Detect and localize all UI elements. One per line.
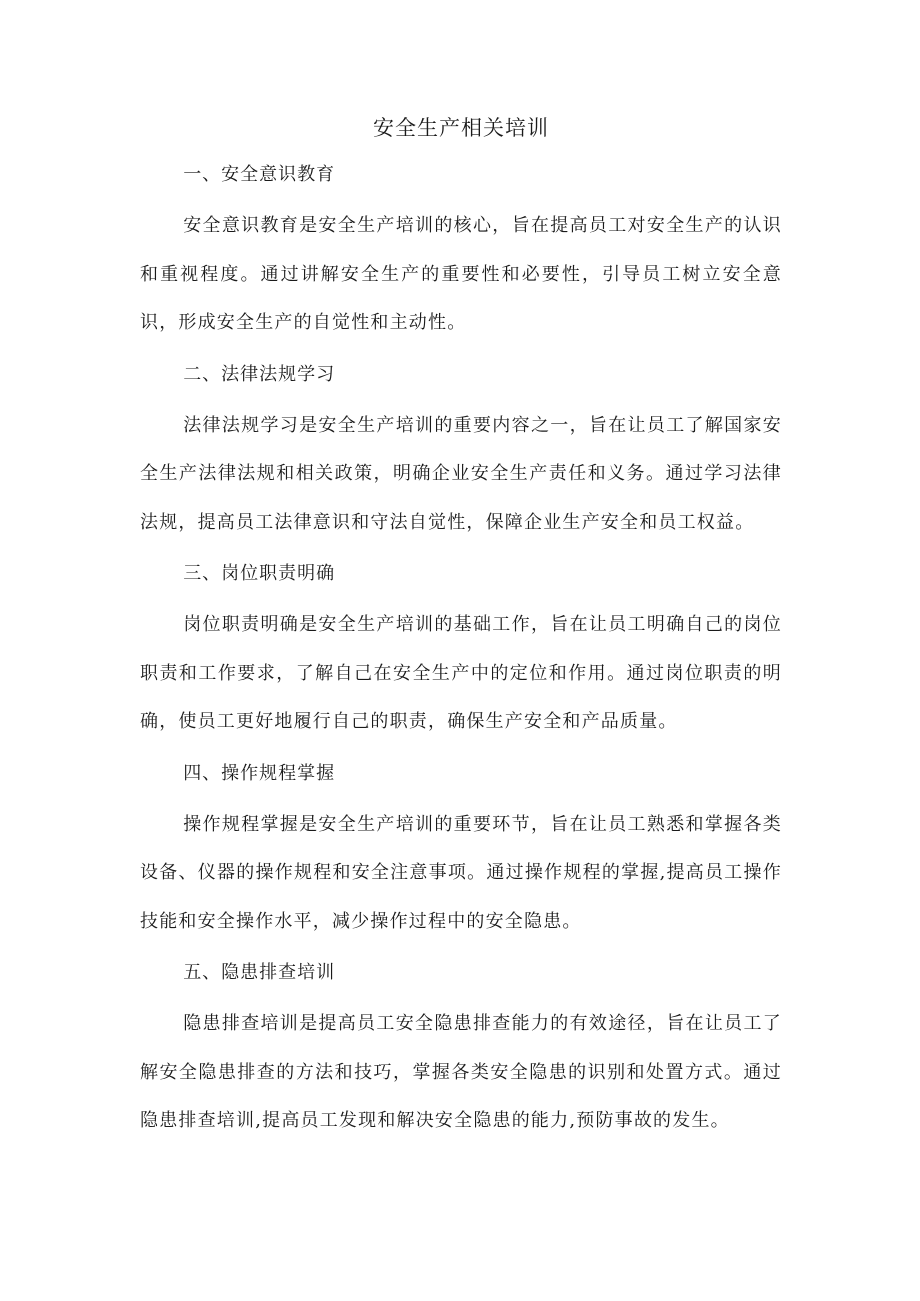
- document-title: 安全生产相关培训: [373, 116, 549, 140]
- section-body: 法律法规学习是安全生产培训的重要内容之一，旨在让员工了解国家安全生产法律法规和相关政策，明确企业安全生产责任和义务。通过学习法律法规，提高员工法律意识和守法自觉性，保障企业生产安全和员工权益。: [140, 414, 782, 533]
- section-safety-awareness: [140, 155, 782, 348]
- section-heading: 三、岗位职责明确: [183, 563, 336, 584]
- section-body: 操作规程掌握是安全生产培训的重要环节，旨在让员工熟悉和掌握各类设备、仪器的操作规程和安全注意事项。通过操作规程的掌握,提高员工操作技能和安全操作水平，减少操作过程中的安全隐患。: [140, 813, 782, 932]
- section-job-responsibilities: [140, 554, 782, 747]
- section-operating-procedures: [140, 754, 782, 947]
- section-heading: 四、操作规程掌握: [183, 762, 336, 784]
- section-body: 安全意识教育是安全生产培训的核心，旨在提高员工对安全生产的认识和重视程度。通过讲解安全生产的重要性和必要性，引导员工树立安全意识，形成安全生产的自觉性和主动性。: [140, 215, 782, 333]
- section-body: 隐患排查培训是提高员工安全隐患排查能力的有效途径，旨在让员工了解安全隐患排查的方法和技巧，掌握各类安全隐患的识别和处置方式。通过隐患排查培训,提高员工发现和解决安全隐患的能力,预防事故的发生。: [140, 1013, 782, 1131]
- section-heading: 五、隐患排查培训: [183, 962, 336, 983]
- section-laws-regulations: [140, 355, 782, 548]
- section-heading: 一、安全意识教育: [183, 164, 336, 185]
- section-heading: 二、法律法规学习: [183, 363, 336, 385]
- section-body: 岗位职责明确是安全生产培训的基础工作，旨在让员工明确自己的岗位职责和工作要求，了解自己在安全生产中的定位和作用。通过岗位职责的明确，使员工更好地履行自己的职责，确保生产安全和产品质量。: [140, 614, 782, 732]
- section-hazard-inspection: [140, 953, 782, 1146]
- document-page: [140, 108, 782, 1153]
